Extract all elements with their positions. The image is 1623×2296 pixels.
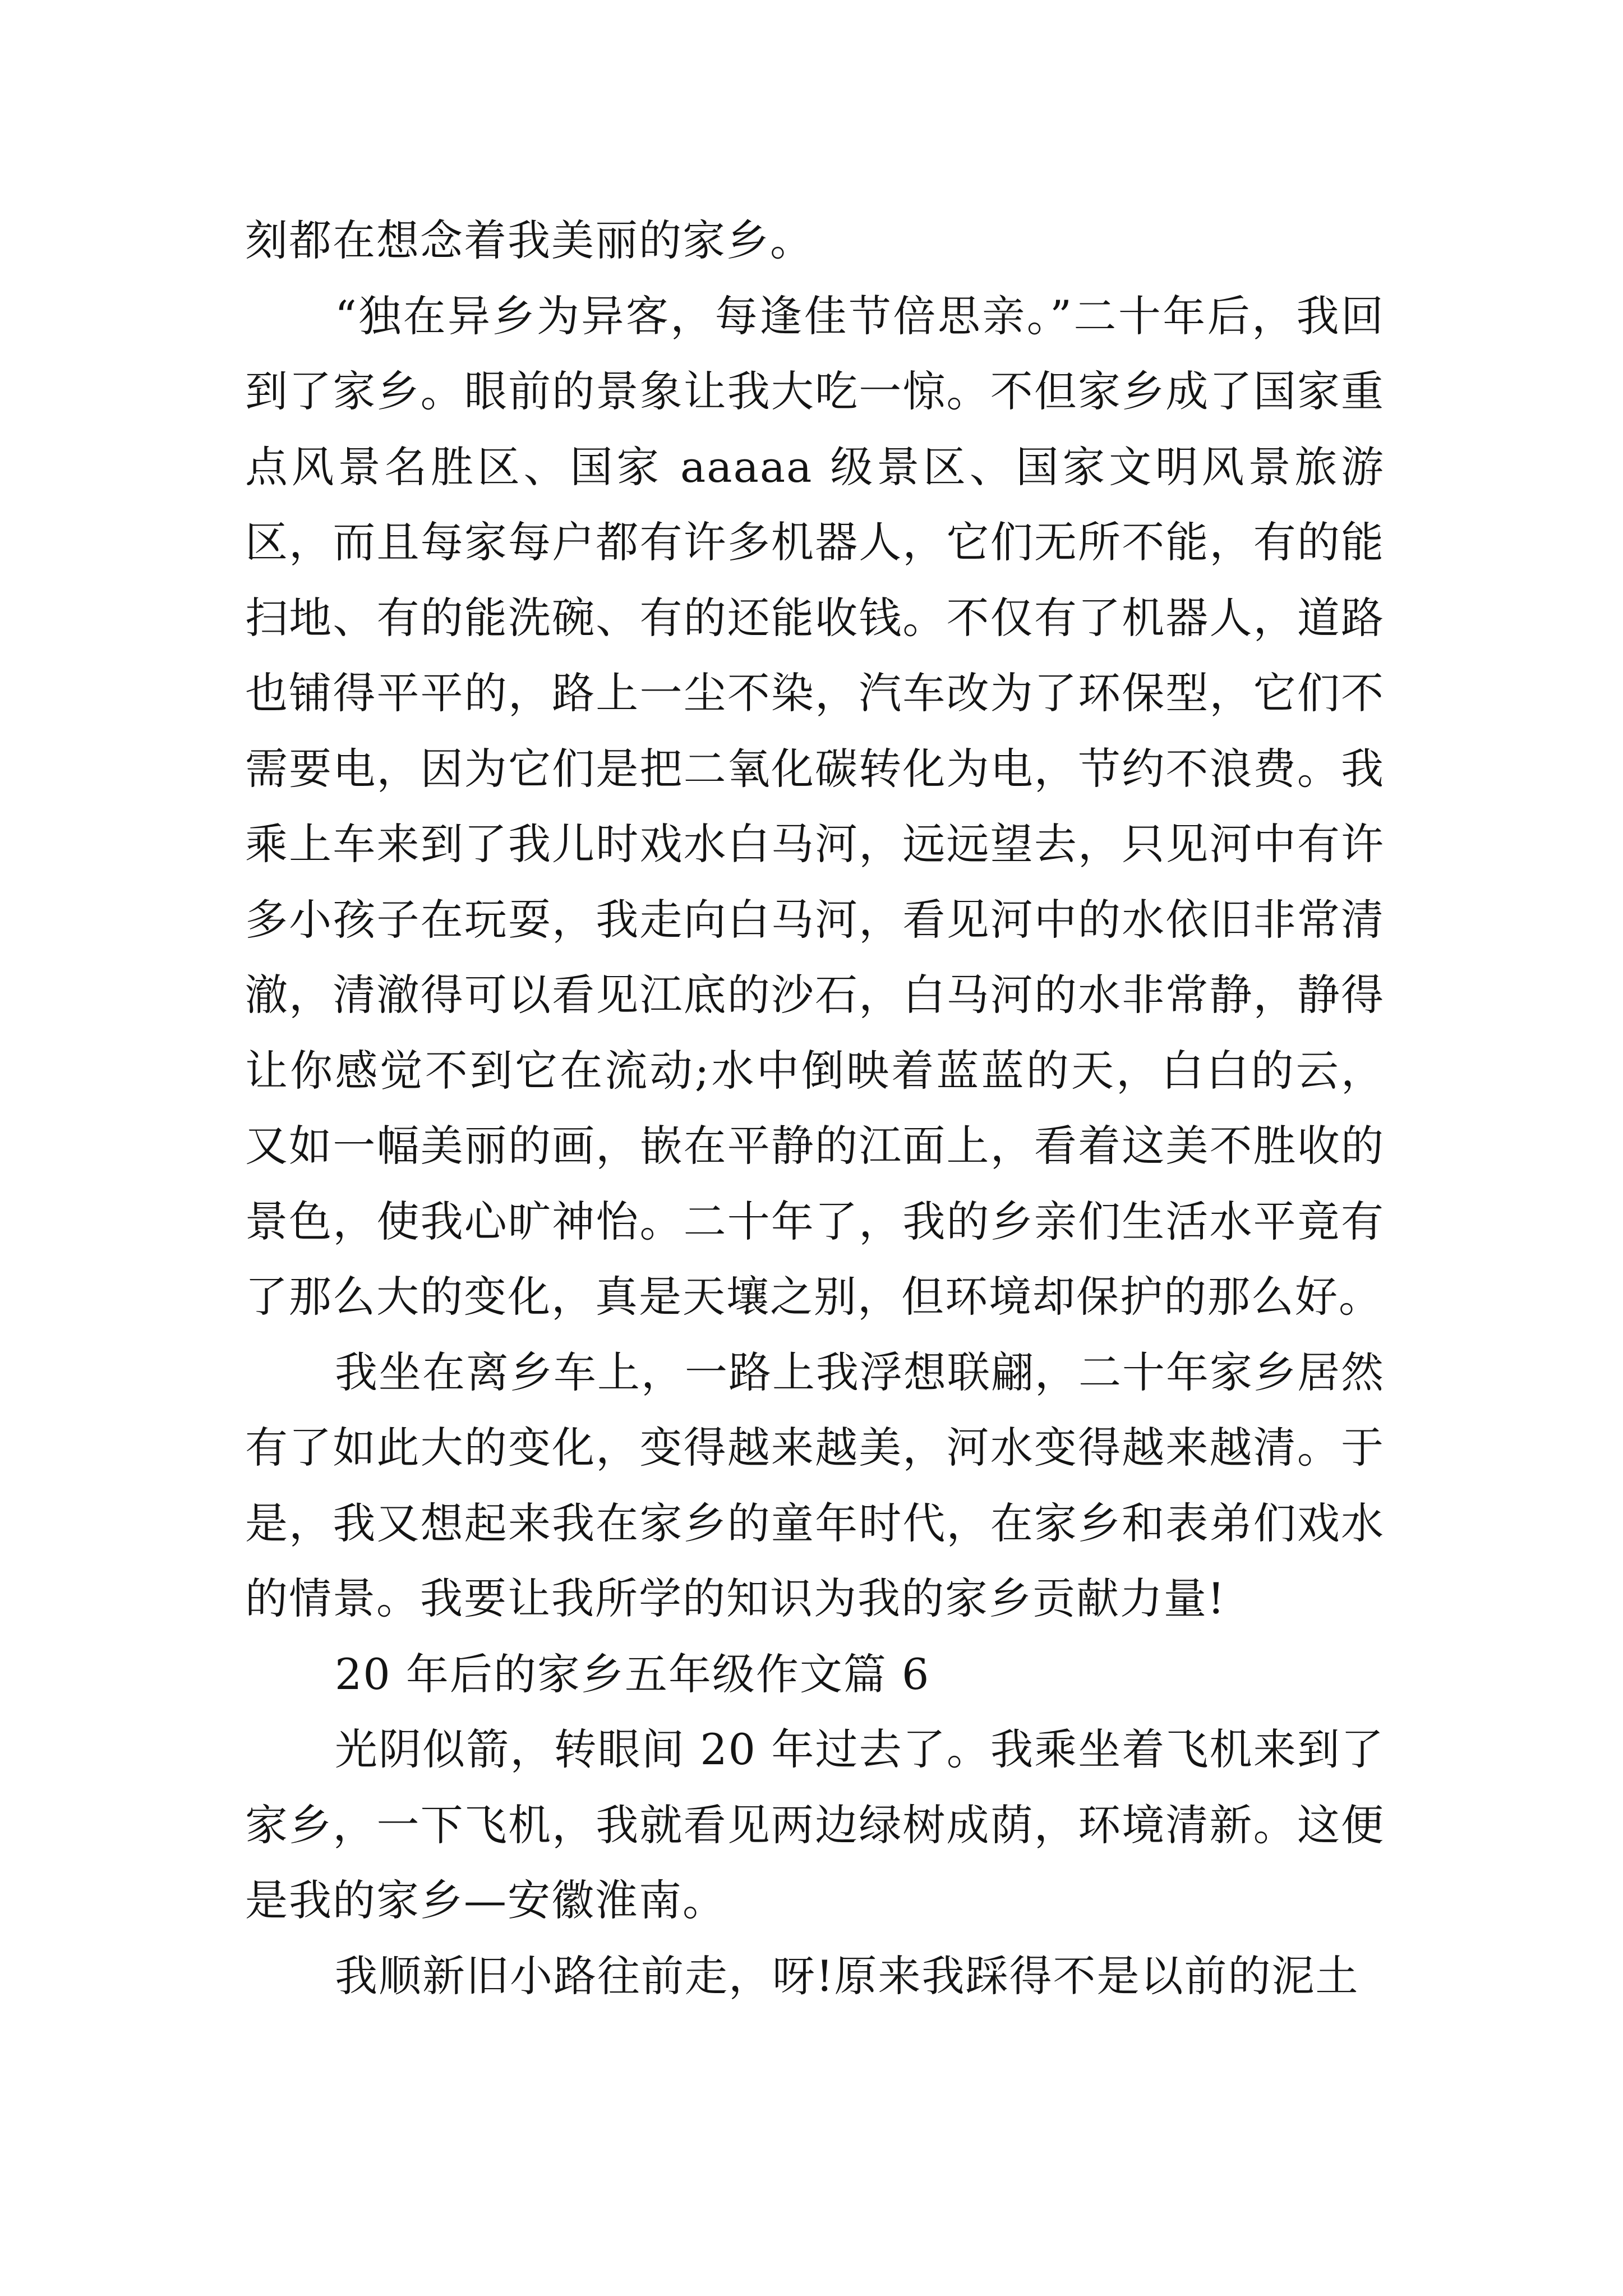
paragraph-arrival: 光阴似箭，转眼间 20 年过去了。我乘坐着飞机来到了家乡，一下飞机，我就看见两边绿树成荫，环境清新。这便是我的家乡—安徽淮南。	[245, 1724, 1385, 1925]
paragraph-road: 我顺新旧小路往前走，呀!原来我踩得不是以前的泥土	[335, 1950, 1359, 2001]
essay-heading: 20 年后的家乡五年级作文篇 6	[335, 1649, 930, 1699]
document-body	[245, 203, 1385, 2014]
paragraph-departure: 我坐在离乡车上，一路上我浮想联翩，二十年家乡居然有了如此大的变化，变得越来越美，河水变得越来越清。于是，我又想起来我在家乡的童年时代，在家乡和表弟们戏水的情景。我要让我所学的知识为我的家乡贡献力量!	[245, 1347, 1385, 1623]
paragraph-homecoming: “独在异乡为异客，每逢佳节倍思亲。”二十年后，我回到了家乡。眼前的景象让我大吃一惊。不但家乡成了国家重点风景名胜区、国家 aaaaa 级景区、国家文明风景旅游区，而且每家每户都有许多机器人，它们无所不能，有的能扫地、有的能洗碗、有的还能收钱。不仅有了机器人，道路也铺得平平的，路上一尘不染，汽车改为了环保型，它们不需要电，因为它们是把二氧化碳转化为电，节约不浪费。我乘上车来到了我儿时戏水白马河，远远望去，只见河中有许多小孩子在玩耍，我走向白马河，看见河中的水依旧非常清澈，清澈得可以看见江底的沙石，白马河的水非常静，静得让你感觉不到它在流动;水中倒映着蓝蓝的天，白白的云，又如一幅美丽的画，嵌在平静的江面上，看着这美不胜收的景色，使我心旷神怡。二十年了，我的乡亲们生活水平竟有了那么大的变化，真是天壤之别，但环境却保护的那么好。	[245, 291, 1385, 1322]
paragraph-continuation: 刻都在想念着我美丽的家乡。	[245, 215, 814, 265]
